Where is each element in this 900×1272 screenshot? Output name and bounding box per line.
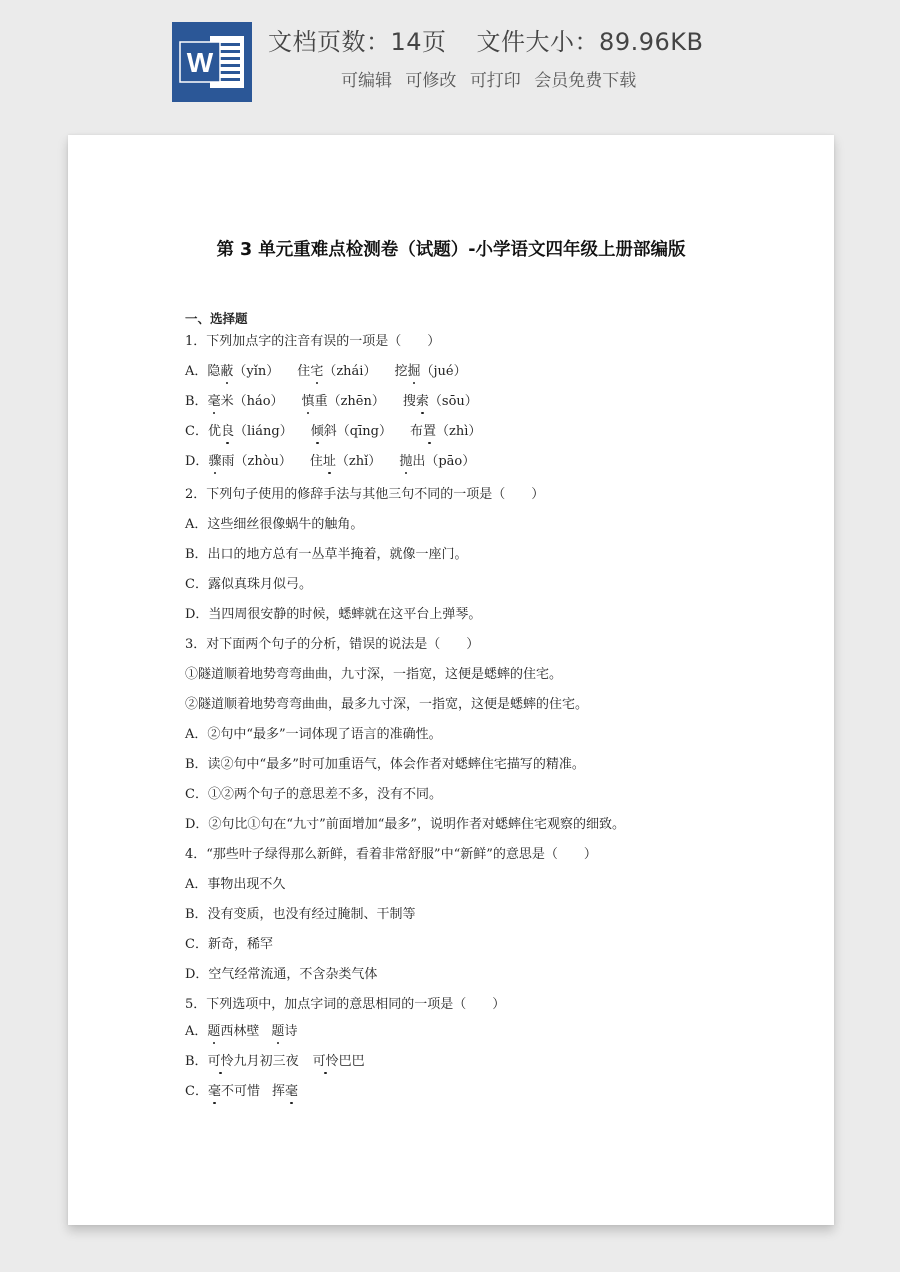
question-3-sentence-1: ①隧道顺着地势弯弯曲曲，九寸深，一指宽，这便是蟋蟀的住宅。	[185, 667, 563, 682]
document-title: 第 3 单元重难点检测卷（试题）-小学语文四年级上册部编版	[216, 240, 686, 260]
feature-printable: 可打印	[469, 71, 521, 91]
question-3-stem: 3．对下面两个句子的分析，错误的说法是（ ）	[185, 637, 480, 652]
question-5-option-b: B．可怜九月初三夜 可怜巴巴	[185, 1054, 365, 1069]
question-1-option-c: C．优良（liáng） 倾斜（qīng） 布置（zhì）	[185, 424, 482, 439]
question-1-option-d: D．骤雨（zhòu） 住址（zhǐ） 抛出（pāo）	[185, 454, 476, 469]
download-info-banner	[0, 0, 900, 120]
question-4-stem: 4．“那些叶子绿得那么新鲜，看着非常舒服”中“新鲜”的意思是（ ）	[185, 847, 597, 862]
question-1-stem: 1．下列加点字的注音有误的一项是（ ）	[185, 334, 441, 349]
question-5-option-a: A．题西林壁 题诗	[185, 1024, 298, 1039]
question-4-option-b: B．没有变质，也没有经过腌制、干制等	[185, 907, 416, 922]
word-document-icon	[172, 22, 252, 102]
question-2-option-a: A．这些细丝很像蜗牛的触角。	[185, 517, 364, 532]
section-heading: 一、选择题	[185, 311, 248, 326]
question-2-option-b: B．出口的地方总有一丛草半掩着，就像一座门。	[185, 547, 468, 562]
question-4-option-a: A．事物出现不久	[185, 877, 286, 892]
question-3-option-c: C．①②两个句子的意思差不多，没有不同。	[185, 787, 442, 802]
question-2-option-c: C．露似真珠月似弓。	[185, 577, 312, 592]
file-size: 文件大小：89.96KB	[476, 28, 704, 56]
document-page	[68, 135, 834, 1225]
feature-modifiable: 可修改	[405, 71, 457, 91]
question-3-option-a: A．②句中“最多”一词体现了语言的准确性。	[185, 727, 442, 742]
document-meta	[268, 22, 703, 57]
question-2-option-d: D．当四周很安静的时候，蟋蟀就在这平台上弹琴。	[185, 607, 482, 622]
question-5-stem: 5．下列选项中，加点字词的意思相同的一项是（ ）	[185, 997, 506, 1012]
question-3-sentence-2: ②隧道顺着地势弯弯曲曲，最多九寸深，一指宽，这便是蟋蟀的住宅。	[185, 697, 589, 712]
question-4-option-d: D．空气经常流通，不含杂类气体	[185, 967, 378, 982]
question-1-option-b: B．毫米（háo） 慎重（zhēn） 搜索（sōu）	[185, 394, 478, 409]
feature-editable: 可编辑	[341, 71, 392, 91]
question-4-option-c: C．新奇，稀罕	[185, 937, 273, 952]
question-2-stem: 2．下列句子使用的修辞手法与其他三句不同的一项是（ ）	[185, 487, 545, 502]
page-count: 文档页数：14页	[268, 28, 447, 56]
svg-text:W: W	[186, 47, 214, 78]
question-3-option-d: D．②句比①句在“九寸”前面增加“最多”，说明作者对蟋蟀住宅观察的细致。	[185, 817, 626, 832]
question-1-option-a: A．隐蔽（yǐn） 住宅（zhái） 挖掘（jué）	[185, 364, 467, 379]
question-5-option-c: C．毫不可惜 挥毫	[185, 1084, 299, 1099]
question-3-option-b: B．读②句中“最多”时可加重语气，体会作者对蟋蟀住宅描写的精准。	[185, 757, 585, 772]
feature-member-download: 会员免费下载	[534, 71, 637, 91]
feature-list	[341, 66, 644, 91]
